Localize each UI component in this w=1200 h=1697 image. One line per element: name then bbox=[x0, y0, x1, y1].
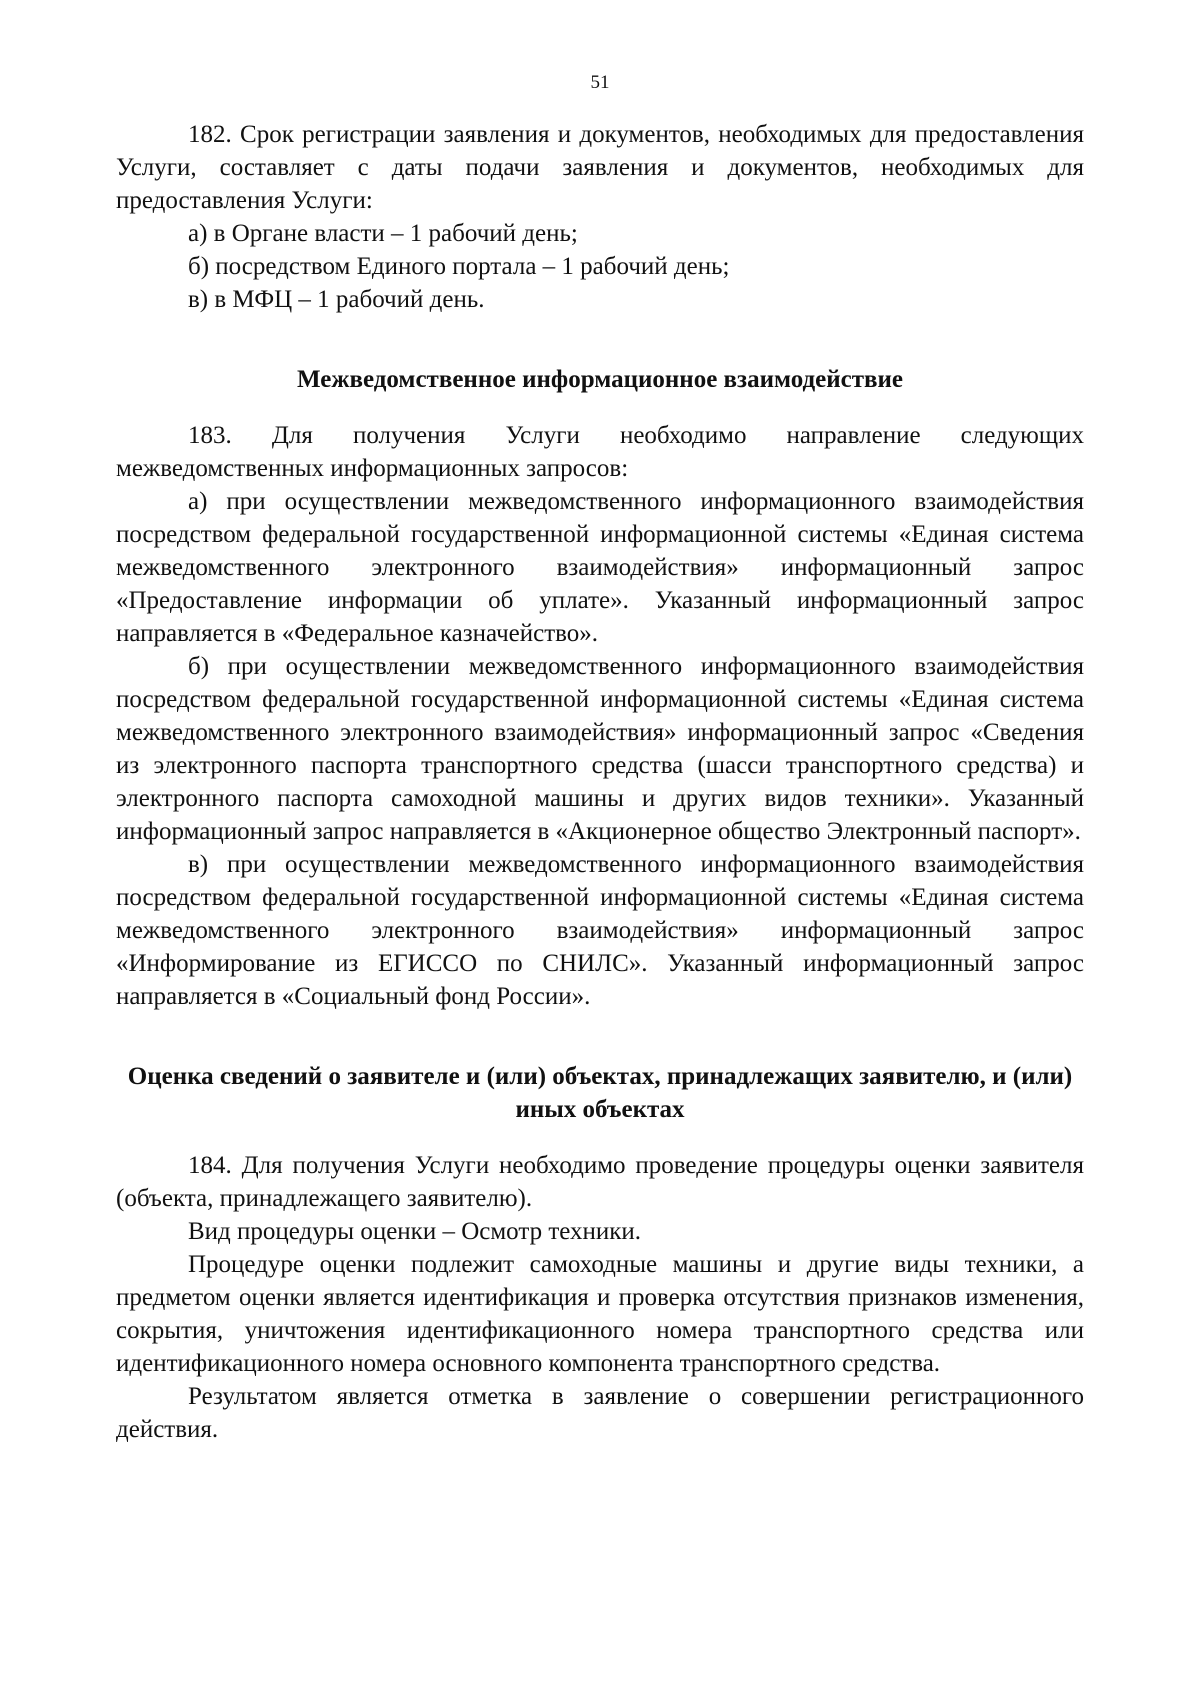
section-heading-interagency: Межведомственное информационное взаимодействие bbox=[297, 366, 903, 393]
paragraph-184-result: Результатом является отметка в заявление о совершении регистрационного действия. bbox=[116, 1383, 1084, 1443]
section-heading-assessment: Оценка сведений о заявителе и (или) объектах, принадлежащих заявителю, и (или) иных объектах bbox=[127, 1063, 1073, 1123]
paragraph-182: 182. Срок регистрации заявления и документов, необходимых для предоставления Услуги, составляет с даты подачи заявления и документов, необходимых для предоставления Услуги: bbox=[116, 121, 1084, 214]
paragraph-183-v: в) при осуществлении межведомственного информационного взаимодействия посредством федеральной государственной информационной системы «Единая система межведомственного электронного взаимодействия» информационный запрос «Информирование из ЕГИССО по СНИЛС». Указанный информационный запрос направляется в «Социальный фонд России». bbox=[116, 851, 1084, 1010]
paragraph-184-kind: Вид процедуры оценки – Осмотр техники. bbox=[188, 1218, 642, 1245]
paragraph-182-a: а) в Органе власти – 1 рабочий день; bbox=[188, 220, 578, 247]
page-number: 51 bbox=[590, 72, 610, 93]
paragraph-182-v: в) в МФЦ – 1 рабочий день. bbox=[188, 286, 485, 313]
paragraph-184-subject: Процедуре оценки подлежит самоходные машины и другие виды техники, а предметом оценки является идентификация и проверка отсутствия признаков изменения, сокрытия, уничтожения идентификационного номера транспортного средства или идентификационного номера основного компонента транспортного средства. bbox=[116, 1251, 1084, 1377]
paragraph-183-b: б) при осуществлении межведомственного информационного взаимодействия посредством федеральной государственной информационной системы «Единая система межведомственного электронного взаимодействия» информационный запрос «Сведения из электронного паспорта транспортного средства (шасси транспортного средства) и электронного паспорта самоходной машины и других видов техники». Указанный информационный запрос направляется в «Акционерное общество Электронный паспорт». bbox=[116, 653, 1084, 845]
paragraph-183-a: а) при осуществлении межведомственного информационного взаимодействия посредством федеральной государственной информационной системы «Единая система межведомственного электронного взаимодействия» информационный запрос «Предоставление информации об уплате». Указанный информационный запрос направляется в «Федеральное казначейство». bbox=[116, 488, 1084, 647]
document-body bbox=[116, 118, 1084, 1446]
paragraph-184: 184. Для получения Услуги необходимо проведение процедуры оценки заявителя (объекта, принадлежащего заявителю). bbox=[116, 1152, 1084, 1212]
paragraph-182-b: б) посредством Единого портала – 1 рабочий день; bbox=[188, 253, 730, 280]
paragraph-183: 183. Для получения Услуги необходимо направление следующих межведомственных информационных запросов: bbox=[116, 422, 1084, 482]
